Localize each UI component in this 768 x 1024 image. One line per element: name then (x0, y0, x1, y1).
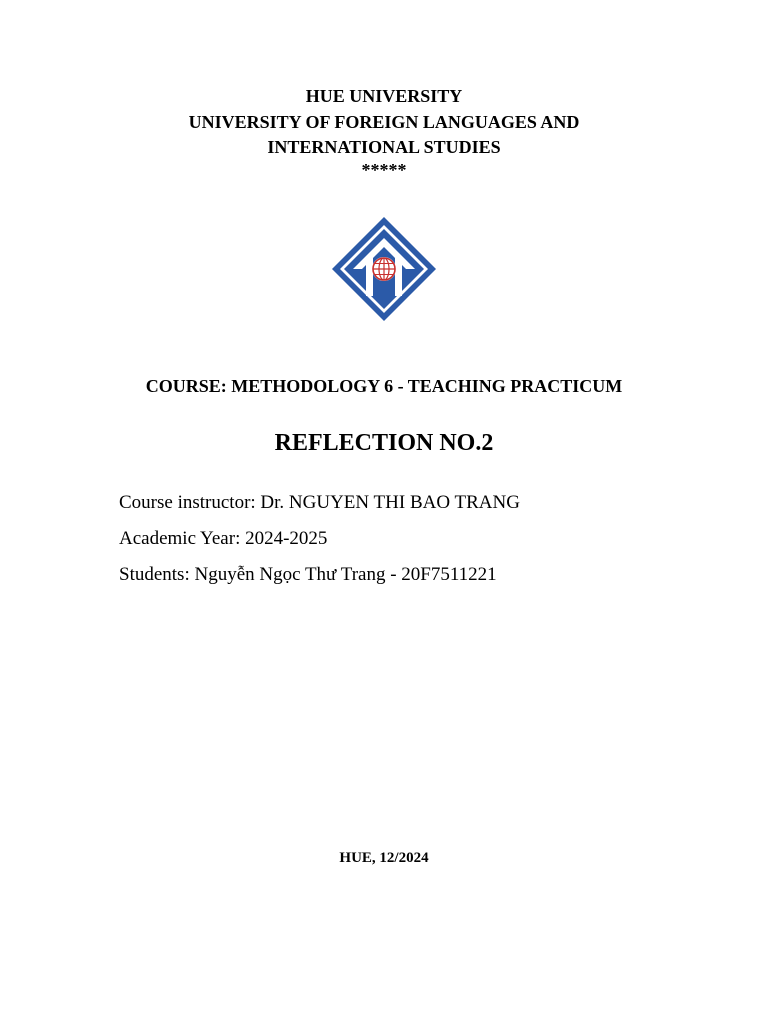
header-line-2: UNIVERSITY OF FOREIGN LANGUAGES AND (188, 111, 580, 132)
student-name: Students: Nguyễn Ngọc Thư Trang - 20F7511221 (119, 564, 497, 585)
university-header (0, 84, 768, 179)
university-logo-icon (330, 216, 438, 322)
header-line-3: INTERNATIONAL STUDIES (267, 137, 501, 157)
course-instructor: Course instructor: Dr. NGUYEN THI BAO TRANG (119, 492, 520, 513)
document-title: REFLECTION NO.2 (274, 430, 494, 456)
header-line-1: HUE UNIVERSITY (305, 86, 463, 106)
header-stars: ***** (361, 159, 407, 180)
place-date-footer: HUE, 12/2024 (339, 850, 429, 866)
academic-year: Academic Year: 2024-2025 (119, 528, 328, 549)
course-title: COURSE: METHODOLOGY 6 - TEACHING PRACTICUM (145, 376, 623, 396)
